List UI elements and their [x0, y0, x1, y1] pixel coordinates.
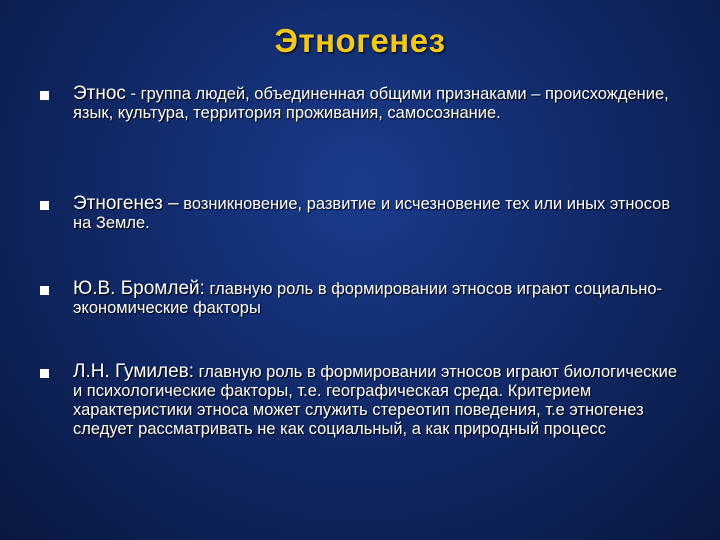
bullet-text: [73, 279, 690, 318]
definition-bromley: главную роль в формировании этносов играют социально-экономические факторы: [73, 280, 662, 317]
bullet-text: [73, 194, 690, 233]
term-ethnogenesis: Этногенез –: [73, 193, 179, 214]
bullet-item-bromley: [40, 279, 690, 318]
bullet-item-ethnos: [40, 84, 690, 123]
square-bullet-icon: [40, 286, 49, 295]
term-bromley: Ю.В. Бромлей:: [73, 278, 205, 299]
slide-title: Этногенез: [274, 22, 446, 59]
definition-ethnogenesis: возникновение, развитие и исчезновение тех или иных этносов на Земле.: [73, 195, 671, 232]
term-ethnos: Этнос: [73, 83, 126, 104]
bullet-item-ethnogenesis: [40, 194, 690, 233]
square-bullet-icon: [40, 201, 49, 210]
term-gumilev: Л.Н. Гумилев:: [73, 361, 195, 382]
bullet-text: [73, 84, 690, 123]
definition-ethnos: - группа людей, объединенная общими признаками – происхождение, язык, культура, территория проживания, самосознание.: [73, 85, 669, 122]
square-bullet-icon: [40, 91, 49, 100]
bullet-item-gumilev: [40, 362, 690, 439]
bullet-text: [73, 362, 690, 439]
square-bullet-icon: [40, 369, 49, 378]
definition-gumilev: главную роль в формировании этносов играют биологические и психологические факторы, т.е. географическая среда. Критерием характеристики этноса может служить стереотип поведения, т.е этногенез следует рассматривать не как социальный, а как природный процесс: [73, 363, 678, 438]
